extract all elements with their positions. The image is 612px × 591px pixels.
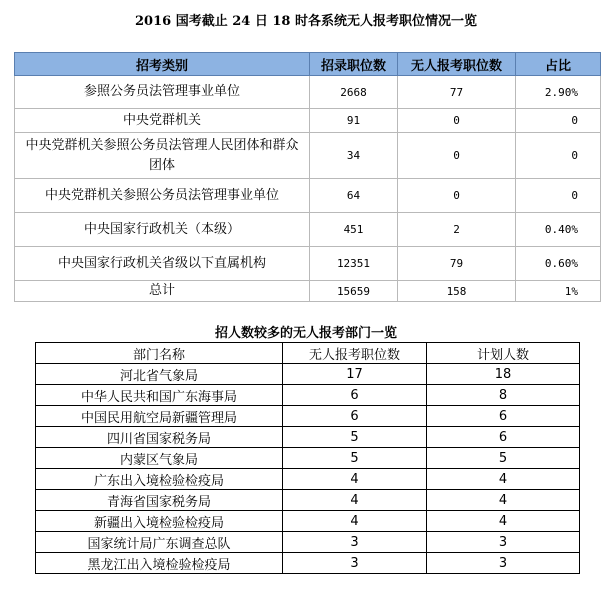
category-cell: 中央党群机关	[15, 109, 310, 133]
no-applicant-cell: 6	[283, 385, 427, 406]
department-cell: 中国民用航空局新疆管理局	[36, 406, 283, 427]
department-cell: 河北省气象局	[36, 364, 283, 385]
no-applicant-cell: 4	[283, 511, 427, 532]
planned-cell: 4	[427, 511, 580, 532]
no-applicant-cell: 79	[398, 247, 516, 281]
column-header: 部门名称	[36, 343, 283, 364]
column-header: 无人报考职位数	[398, 53, 516, 76]
table-row	[15, 213, 601, 247]
ratio-cell: 0.40%	[516, 213, 601, 247]
planned-cell: 3	[427, 553, 580, 574]
table-row	[36, 364, 580, 385]
no-applicant-cell: 5	[283, 427, 427, 448]
column-header: 招考类别	[15, 53, 310, 76]
category-cell: 总计	[15, 281, 310, 302]
table-row	[36, 532, 580, 553]
table-row	[36, 427, 580, 448]
category-cell: 参照公务员法管理事业单位	[15, 76, 310, 109]
section-title: 招人数较多的无人报考部门一览	[214, 326, 397, 341]
no-applicant-cell: 0	[398, 109, 516, 133]
column-header: 招录职位数	[310, 53, 398, 76]
category-cell: 中央国家行政机关（本级）	[15, 213, 310, 247]
no-applicant-cell: 6	[283, 406, 427, 427]
planned-cell: 5	[427, 448, 580, 469]
department-cell: 国家统计局广东调查总队	[36, 532, 283, 553]
table-row	[15, 109, 601, 133]
page-title: 2016 国考截止 24 日 18 时各系统无人报考职位情况一览	[135, 14, 477, 29]
positions-cell: 2668	[310, 76, 398, 109]
table-row	[36, 490, 580, 511]
table-row	[15, 76, 601, 109]
ratio-cell: 1%	[516, 281, 601, 302]
department-cell: 中华人民共和国广东海事局	[36, 385, 283, 406]
no-applicant-by-system-table	[14, 52, 601, 302]
planned-cell: 6	[427, 427, 580, 448]
column-header: 计划人数	[427, 343, 580, 364]
table-row	[15, 247, 601, 281]
planned-cell: 3	[427, 532, 580, 553]
planned-cell: 6	[427, 406, 580, 427]
no-applicant-cell: 77	[398, 76, 516, 109]
no-applicant-cell: 3	[283, 553, 427, 574]
planned-cell: 4	[427, 469, 580, 490]
planned-cell: 4	[427, 490, 580, 511]
no-applicant-cell: 4	[283, 490, 427, 511]
ratio-cell: 2.90%	[516, 76, 601, 109]
column-header: 无人报考职位数	[283, 343, 427, 364]
ratio-cell: 0	[516, 133, 601, 179]
table-row	[15, 179, 601, 213]
department-cell: 四川省国家税务局	[36, 427, 283, 448]
category-cell: 中央党群机关参照公务员法管理人民团体和群众团体	[15, 133, 310, 179]
departments-table	[35, 342, 580, 574]
no-applicant-cell: 2	[398, 213, 516, 247]
department-cell: 新疆出入境检验检疫局	[36, 511, 283, 532]
no-applicant-cell: 4	[283, 469, 427, 490]
table-header-row	[15, 53, 601, 76]
table-row	[36, 406, 580, 427]
column-header: 占比	[516, 53, 601, 76]
table-row	[36, 469, 580, 490]
category-cell: 中央国家行政机关省级以下直属机构	[15, 247, 310, 281]
total-row	[15, 281, 601, 302]
ratio-cell: 0.60%	[516, 247, 601, 281]
positions-cell: 15659	[310, 281, 398, 302]
planned-cell: 8	[427, 385, 580, 406]
positions-cell: 34	[310, 133, 398, 179]
ratio-cell: 0	[516, 179, 601, 213]
no-applicant-cell: 0	[398, 133, 516, 179]
table-row	[36, 385, 580, 406]
no-applicant-cell: 5	[283, 448, 427, 469]
table-row	[15, 133, 601, 179]
table-header-row	[36, 343, 580, 364]
department-cell: 内蒙区气象局	[36, 448, 283, 469]
department-cell: 广东出入境检验检疫局	[36, 469, 283, 490]
no-applicant-cell: 3	[283, 532, 427, 553]
positions-cell: 64	[310, 179, 398, 213]
positions-cell: 12351	[310, 247, 398, 281]
ratio-cell: 0	[516, 109, 601, 133]
table-row	[36, 511, 580, 532]
no-applicant-cell: 0	[398, 179, 516, 213]
department-cell: 黑龙江出入境检验检疫局	[36, 553, 283, 574]
planned-cell: 18	[427, 364, 580, 385]
table-row	[36, 553, 580, 574]
no-applicant-cell: 158	[398, 281, 516, 302]
category-cell: 中央党群机关参照公务员法管理事业单位	[15, 179, 310, 213]
no-applicant-cell: 17	[283, 364, 427, 385]
positions-cell: 451	[310, 213, 398, 247]
department-cell: 青海省国家税务局	[36, 490, 283, 511]
table-row	[36, 448, 580, 469]
positions-cell: 91	[310, 109, 398, 133]
